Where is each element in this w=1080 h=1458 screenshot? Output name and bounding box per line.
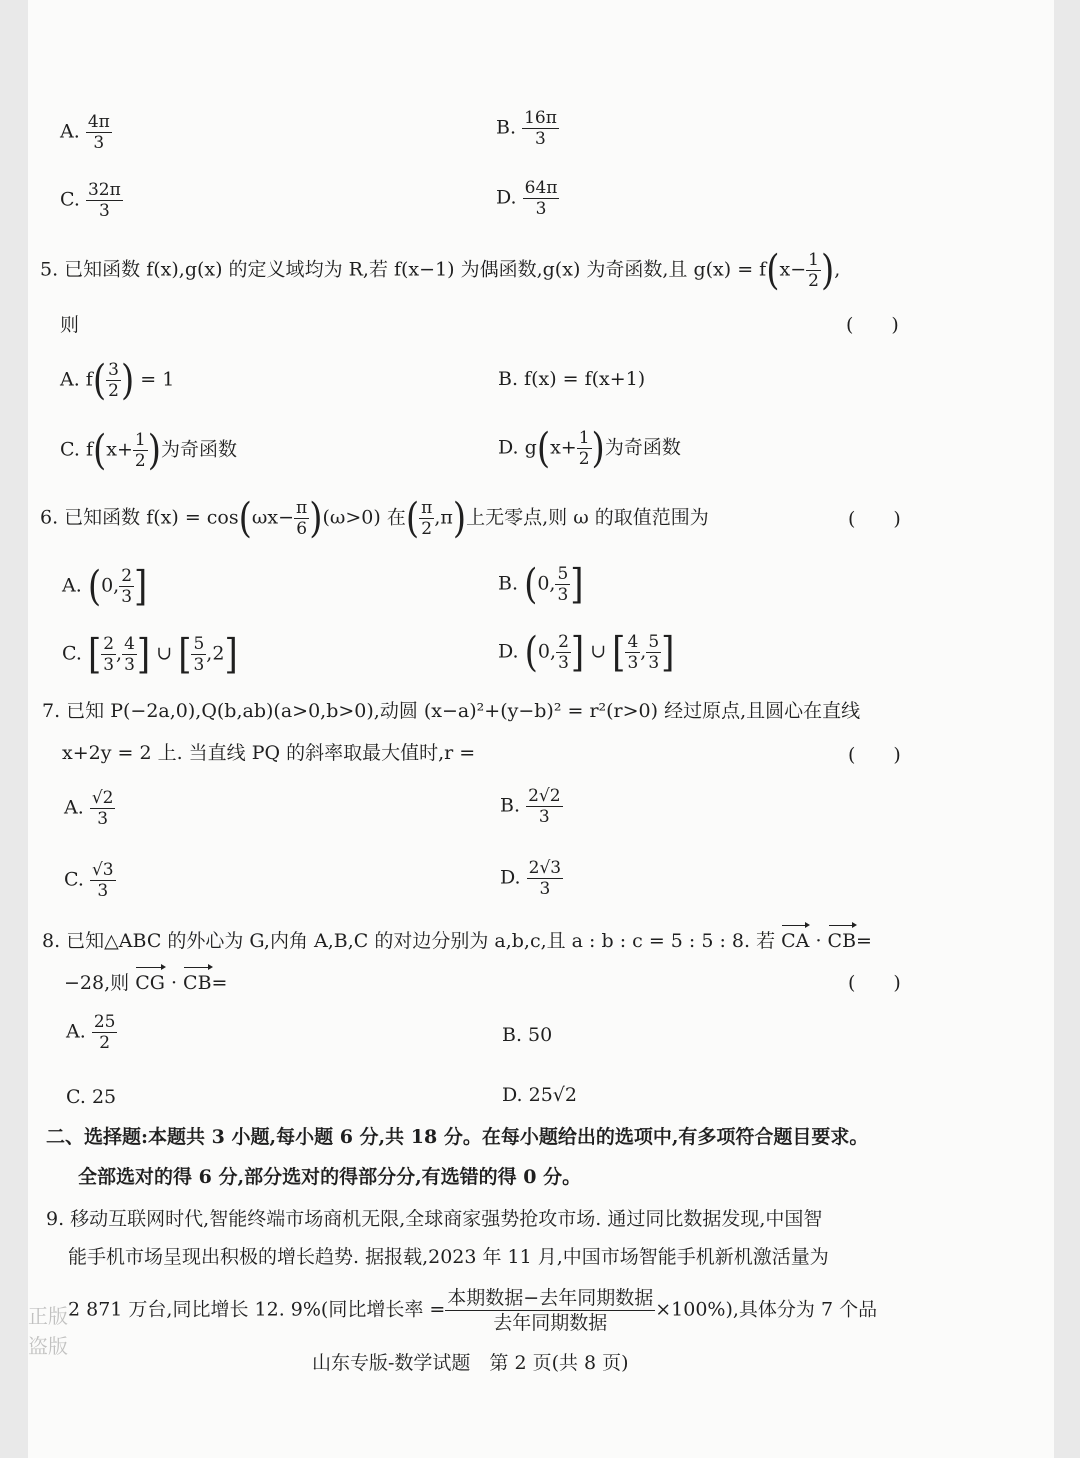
q9-line3-end: ×100%),具体分为 7 个品 [655, 1298, 878, 1321]
denominator: 2 [134, 451, 146, 471]
page-footer: 山东专版-数学试题 第 2 页(共 8 页) [312, 1352, 629, 1374]
paren-right: ) [820, 246, 835, 295]
q8-answer-paren: ( ) [848, 972, 901, 994]
q8-option-c: C. 25 [66, 1086, 117, 1108]
q5-stem-line2: 则 [60, 314, 80, 336]
option-label: C. [62, 642, 82, 665]
denominator: 3 [558, 653, 569, 673]
numerator: 4 [124, 634, 135, 654]
watermark-stamp-top: 正版 [28, 1304, 68, 1328]
bracket-right: ] [224, 630, 238, 679]
paren-left: ( [405, 494, 420, 543]
option-text: 为奇函数 [604, 436, 681, 459]
q4-option-a [60, 112, 112, 153]
q5-option-d [498, 424, 681, 473]
numerator: 本期数据−去年同期数据 [447, 1287, 654, 1309]
q6-option-c: C. [ $\frac{2}{3}$ , $\frac{4}{3}$ ] ∪ [ $\frac{5}{3}$ ,2] [62, 630, 238, 679]
q6-stem [40, 494, 709, 543]
bracket-right: ] [661, 628, 675, 677]
fraction [133, 430, 148, 471]
q6-answer-paren: ( ) [848, 508, 901, 530]
fraction [86, 180, 123, 221]
q6-option-b [498, 560, 584, 609]
numerator: √2 [91, 788, 114, 808]
q7-line2: x+2y = 2 上. 当直线 PQ 的斜率取最大值时,r = [62, 742, 476, 764]
option-text: ,2 [206, 642, 225, 665]
option-label: A. [66, 1020, 86, 1043]
numerator: 25 [93, 1012, 116, 1032]
fraction [191, 634, 206, 675]
q8-option-a [66, 1012, 117, 1053]
denominator: 2 [578, 449, 590, 469]
fraction [625, 632, 640, 673]
q5-stem [40, 246, 841, 295]
fraction [86, 112, 112, 153]
bracket-left: [ [612, 628, 626, 677]
option-text: 为奇函数 [160, 438, 237, 461]
numerator: 4π [87, 112, 110, 132]
option-text: 0, [101, 574, 120, 597]
option-label: B. [496, 116, 517, 139]
q5-option-b: B. f(x) = f(x+1) [498, 368, 646, 390]
option-label: D. [496, 186, 517, 209]
fraction [419, 498, 434, 539]
fraction [806, 250, 821, 291]
denominator: 去年同期数据 [493, 1312, 608, 1334]
q8-line2 [64, 970, 227, 996]
option-text: = 1 [134, 368, 175, 391]
fraction [294, 498, 309, 539]
option-inner: x+ [550, 436, 577, 459]
fraction [555, 564, 570, 605]
numerator: 4 [627, 632, 639, 652]
numerator: 16π [524, 108, 557, 128]
q7-line1: 7. 已知 P(−2a,0),Q(b,ab)(a>0,b>0),动圆 (x−a)²+(y−b)² = r²(r>0) 经过原点,且圆心在直线 [42, 700, 861, 722]
paren-right: ) [309, 494, 323, 543]
paren-left: ( [87, 562, 102, 611]
paren-left: ( [92, 356, 107, 405]
paren-right: ) [147, 426, 161, 475]
denominator: 3 [124, 655, 135, 675]
q5-option-c [60, 426, 237, 475]
numerator: 3 [108, 360, 119, 380]
bracket-right: ] [570, 628, 585, 677]
denominator: 3 [539, 879, 551, 899]
fraction [119, 566, 134, 607]
growth-rate-fraction [445, 1286, 655, 1335]
paren-left: ( [536, 424, 551, 473]
numerator: √3 [91, 860, 114, 880]
numerator: 5 [648, 632, 660, 652]
paren-left: ( [238, 494, 252, 543]
denominator: 2 [108, 381, 119, 401]
q5-answer-paren: ( ) [846, 314, 899, 336]
fraction [577, 428, 592, 469]
numerator: 2√2 [528, 786, 561, 806]
q8-option-b: B. 50 [502, 1024, 553, 1046]
bracket-left: [ [87, 630, 102, 679]
fraction [90, 788, 116, 829]
q8-line2-text: −28,则 [64, 972, 130, 994]
fraction [556, 632, 571, 673]
fraction [101, 634, 116, 675]
q7-option-b [500, 786, 563, 827]
option-label: B. [500, 794, 521, 817]
fraction [527, 858, 563, 899]
denominator: 3 [627, 653, 639, 673]
equals-sign: = [856, 930, 872, 952]
option-text: 0, [537, 640, 557, 663]
option-label: A. [64, 796, 84, 819]
fraction [522, 108, 559, 149]
denominator: 2 [99, 1033, 111, 1053]
paren-right: ) [591, 424, 605, 473]
numerator: 1 [808, 250, 819, 270]
q6-stem-mid: (ω>0) 在 [322, 506, 406, 529]
paren-right: ) [120, 356, 135, 405]
option-label: D. [500, 866, 521, 889]
union-symbol: ∪ [590, 640, 607, 663]
fraction [122, 634, 137, 675]
union-symbol: ∪ [156, 642, 173, 665]
denominator: 3 [648, 653, 660, 673]
numerator: 2 [121, 566, 133, 586]
exam-page [28, 0, 1054, 1458]
q6-stem-text: 6. 已知函数 f(x) = cos [40, 506, 239, 529]
option-label: B. [498, 572, 519, 595]
fraction [106, 360, 121, 401]
fraction [646, 632, 661, 673]
numerator: 1 [578, 428, 590, 448]
denominator: 2 [808, 271, 819, 291]
fraction [92, 1012, 118, 1053]
option-label: D. [498, 640, 519, 663]
q6-stem-inner: ωx− [251, 506, 295, 529]
numerator: 32π [87, 180, 121, 200]
option-inner: x+ [106, 438, 133, 461]
denominator: 3 [535, 129, 546, 149]
denominator: 3 [557, 585, 569, 605]
q8-line1-text: 8. 已知△ABC 的外心为 G,内角 A,B,C 的对边分别为 a,b,c,且 a : b : c = 5 : 5 : 8. 若 [42, 930, 776, 952]
q9-line1: 9. 移动互联网时代,智能终端市场商机无限,全球商家强势抢攻市场. 通过同比数据发现,中国智 [46, 1208, 823, 1230]
denominator: 3 [193, 655, 205, 675]
bracket-right: ] [136, 630, 151, 679]
q9-line3-text: 2 871 万台,同比增长 12. 9%(同比增长率 = [68, 1298, 446, 1321]
dot-operator: · [170, 972, 177, 994]
numerator: π [421, 498, 433, 518]
option-label: C. [60, 188, 80, 211]
q4-option-d [496, 178, 559, 219]
q9-line2: 能手机市场呈现出积极的增长趋势. 据报载,2023 年 11 月,中国市场智能手机新机激活量为 [68, 1246, 829, 1268]
paren-left: ( [92, 426, 107, 475]
q5-stem-text: 5. 已知函数 f(x),g(x) 的定义域均为 R,若 f(x−1) 为偶函数,g(x) 为奇函数,且 g(x) = f [40, 258, 767, 281]
numerator: 2√3 [528, 858, 562, 878]
option-label: A. [62, 574, 82, 597]
bracket-right: ] [570, 560, 584, 609]
vector-ca: CA [781, 930, 810, 952]
q5-stem-end: , [834, 258, 841, 281]
denominator: 3 [97, 809, 109, 829]
fraction [90, 860, 116, 901]
numerator: 5 [557, 564, 569, 584]
denominator: 3 [538, 807, 550, 827]
q4-option-c [60, 180, 123, 221]
bracket-left: [ [178, 630, 192, 679]
denominator: 6 [296, 519, 308, 539]
option-label: C. [64, 868, 84, 891]
denominator: 3 [535, 199, 547, 219]
numerator: 1 [134, 430, 146, 450]
option-text: 0, [537, 572, 556, 595]
vector-cb: CB [183, 972, 212, 994]
option-label: C. f [60, 438, 93, 461]
denominator: 3 [98, 201, 110, 221]
paren-left: ( [766, 246, 780, 295]
q5-option-a [60, 356, 175, 405]
section2-heading: 二、选择题:本题共 3 小题,每小题 6 分,共 18 分。在每小题给出的选项中,有多项符合题目要求。 [46, 1126, 869, 1148]
option-label: A. [60, 120, 80, 143]
q6-stem-end: 上无零点,则 ω 的取值范围为 [466, 506, 709, 529]
q7-option-d [500, 858, 563, 899]
equals-sign: = [211, 972, 228, 994]
q4-option-b [496, 108, 559, 149]
denominator: 3 [97, 881, 109, 901]
vector-cb: CB [827, 930, 857, 952]
paren-left: ( [524, 628, 538, 677]
q6-option-d: D. (0, $\frac{2}{3}$ ] ∪ [ $\frac{4}{3}$ , $\frac{5}{3}$ ] [498, 628, 675, 677]
numerator: 64π [524, 178, 558, 198]
q7-option-a [64, 788, 115, 829]
denominator: 2 [421, 519, 433, 539]
fraction [523, 178, 560, 219]
option-label: A. f [60, 368, 93, 391]
paren-left: ( [524, 560, 538, 609]
vector-cg: CG [135, 972, 165, 994]
section2-instructions: 全部选对的得 6 分,部分选对的得部分分,有选错的得 0 分。 [78, 1166, 582, 1188]
numerator: 2 [103, 634, 115, 654]
q5-stem-inner: x− [779, 258, 807, 281]
denominator: 3 [93, 133, 105, 153]
q8-option-d: D. 25√2 [502, 1084, 578, 1106]
numerator: 5 [193, 634, 205, 654]
q9-line3 [68, 1286, 877, 1335]
fraction [526, 786, 562, 827]
q6-option-a [62, 562, 148, 611]
q6-stem-inner2: ,π [434, 506, 453, 529]
bracket-right: ] [134, 562, 148, 611]
q7-option-c [64, 860, 116, 901]
denominator: 3 [103, 655, 115, 675]
q7-answer-paren: ( ) [848, 744, 901, 766]
denominator: 3 [121, 587, 133, 607]
paren-right: ) [452, 494, 467, 543]
numerator: 2 [558, 632, 569, 652]
option-label: D. g [498, 436, 537, 459]
q8-line1 [42, 928, 872, 954]
watermark-stamp-bottom: 盗版 [28, 1334, 68, 1358]
numerator: π [296, 498, 308, 518]
dot-operator: · [815, 930, 822, 952]
